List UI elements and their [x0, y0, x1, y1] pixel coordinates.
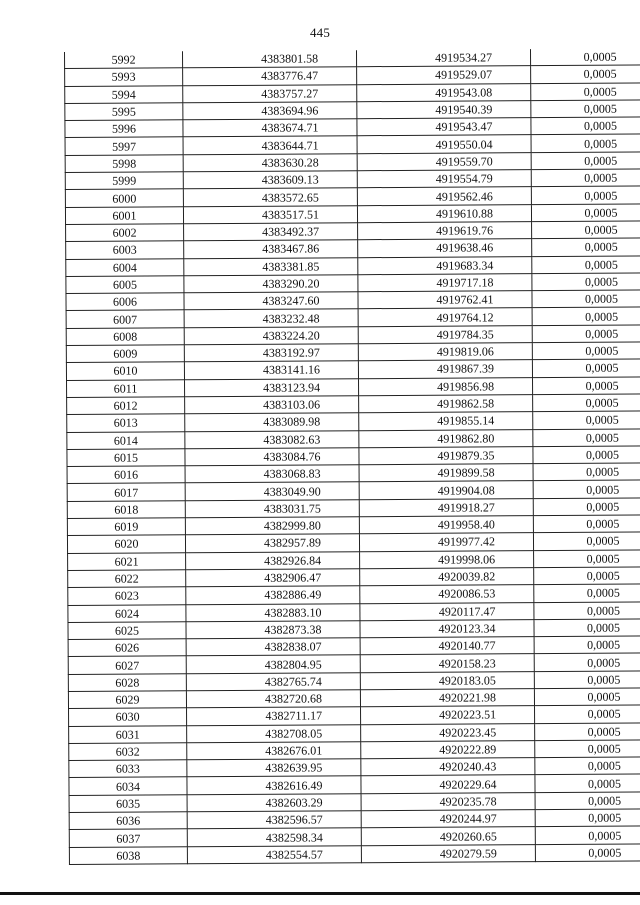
point-number-cell: 6002 — [66, 224, 184, 242]
tolerance-cell: 0,0005 — [532, 255, 640, 273]
point-number-cell: 6028 — [68, 673, 186, 691]
tolerance-cell: 0,0005 — [534, 567, 640, 585]
y-coordinate-cell: 4920244.97 — [361, 810, 535, 828]
page-number: 445 — [309, 25, 331, 40]
x-coordinate-cell: 4382616.49 — [187, 776, 361, 794]
y-coordinate-cell: 4919683.34 — [358, 256, 532, 274]
point-number-cell: 6024 — [68, 604, 186, 622]
y-coordinate-cell: 4919540.39 — [357, 101, 531, 119]
x-coordinate-cell: 4383467.86 — [184, 240, 358, 258]
x-coordinate-cell: 4383049.90 — [185, 482, 359, 500]
tolerance-cell: 0,0005 — [535, 757, 640, 775]
x-coordinate-cell: 4383630.28 — [183, 153, 357, 171]
y-coordinate-cell: 4920123.34 — [360, 619, 534, 637]
point-number-cell: 6015 — [67, 449, 185, 467]
y-coordinate-cell: 4919918.27 — [359, 498, 533, 516]
tolerance-cell: 0,0005 — [534, 653, 640, 671]
x-coordinate-cell: 4382886.49 — [186, 586, 360, 604]
x-coordinate-cell: 4383644.71 — [183, 136, 357, 154]
tolerance-cell: 0,0005 — [534, 549, 640, 567]
y-coordinate-cell: 4920229.64 — [361, 775, 535, 793]
tolerance-cell: 0,0005 — [534, 584, 640, 602]
x-coordinate-cell: 4382957.89 — [185, 534, 359, 552]
point-number-cell: 6025 — [68, 622, 186, 640]
x-coordinate-cell: 4382838.07 — [186, 638, 360, 656]
y-coordinate-cell: 4919879.35 — [359, 446, 533, 464]
tolerance-cell: 0,0005 — [530, 48, 640, 66]
tolerance-cell: 0,0005 — [531, 65, 640, 83]
tolerance-cell: 0,0005 — [534, 670, 640, 688]
x-coordinate-cell: 4383674.71 — [183, 119, 357, 137]
tolerance-cell: 0,0005 — [533, 532, 640, 550]
y-coordinate-cell: 4920260.65 — [361, 827, 535, 845]
y-coordinate-cell: 4919819.06 — [358, 343, 532, 361]
y-coordinate-cell: 4920117.47 — [360, 602, 534, 620]
y-coordinate-cell: 4919904.08 — [359, 481, 533, 499]
y-coordinate-cell: 4919529.07 — [357, 66, 531, 84]
y-coordinate-cell: 4920183.05 — [360, 671, 534, 689]
tolerance-cell: 0,0005 — [533, 446, 640, 464]
x-coordinate-cell: 4382720.68 — [186, 690, 360, 708]
point-number-cell: 6036 — [69, 812, 187, 830]
tolerance-cell: 0,0005 — [532, 238, 640, 256]
point-number-cell: 6000 — [65, 189, 183, 207]
tolerance-cell: 0,0005 — [535, 705, 640, 723]
x-coordinate-cell: 4383082.63 — [185, 430, 359, 448]
x-coordinate-cell: 4382639.95 — [187, 759, 361, 777]
point-number-cell: 6029 — [68, 691, 186, 709]
y-coordinate-cell: 4919610.88 — [357, 204, 531, 222]
point-number-cell: 6014 — [67, 431, 185, 449]
y-coordinate-cell: 4919619.76 — [358, 222, 532, 240]
x-coordinate-cell: 4383089.98 — [185, 413, 359, 431]
x-coordinate-cell: 4383247.60 — [184, 292, 358, 310]
x-coordinate-cell: 4382676.01 — [187, 742, 361, 760]
point-number-cell: 6001 — [65, 206, 183, 224]
tolerance-cell: 0,0005 — [533, 428, 640, 446]
y-coordinate-cell: 4919554.79 — [357, 170, 531, 188]
point-number-cell: 6033 — [69, 760, 187, 778]
y-coordinate-cell: 4919543.08 — [357, 83, 531, 101]
tolerance-cell: 0,0005 — [533, 480, 640, 498]
point-number-cell: 6023 — [68, 587, 186, 605]
point-number-cell: 6011 — [67, 379, 185, 397]
point-number-cell: 6010 — [66, 362, 184, 380]
tolerance-cell: 0,0005 — [532, 376, 640, 394]
x-coordinate-cell: 4382906.47 — [186, 569, 360, 587]
y-coordinate-cell: 4920039.82 — [360, 568, 534, 586]
x-coordinate-cell: 4382804.95 — [186, 655, 360, 673]
tolerance-cell: 0,0005 — [532, 325, 640, 343]
point-number-cell: 6031 — [69, 725, 187, 743]
x-coordinate-cell: 4383572.65 — [183, 188, 357, 206]
point-number-cell: 5999 — [65, 172, 183, 190]
y-coordinate-cell: 4919862.80 — [359, 429, 533, 447]
x-coordinate-cell: 4382598.34 — [187, 828, 361, 846]
point-number-cell: 6005 — [66, 276, 184, 294]
x-coordinate-cell: 4382883.10 — [186, 603, 360, 621]
y-coordinate-cell: 4919764.12 — [358, 308, 532, 326]
point-number-cell: 6003 — [66, 241, 184, 259]
y-coordinate-cell: 4920235.78 — [361, 792, 535, 810]
point-number-cell: 5995 — [65, 103, 183, 121]
y-coordinate-cell: 4919534.27 — [356, 49, 530, 67]
point-number-cell: 6009 — [66, 345, 184, 363]
tolerance-cell: 0,0005 — [534, 619, 640, 637]
x-coordinate-cell: 4383757.27 — [183, 84, 357, 102]
y-coordinate-cell: 4919559.70 — [357, 152, 531, 170]
x-coordinate-cell: 4383492.37 — [184, 223, 358, 241]
tolerance-cell: 0,0005 — [532, 307, 640, 325]
table-body — [64, 48, 640, 864]
point-number-cell: 5997 — [65, 137, 183, 155]
tolerance-cell: 0,0005 — [531, 100, 640, 118]
x-coordinate-cell: 4382873.38 — [186, 620, 360, 638]
x-coordinate-cell: 4382603.29 — [187, 793, 361, 811]
x-coordinate-cell: 4383068.83 — [185, 465, 359, 483]
tolerance-cell: 0,0005 — [531, 203, 640, 221]
y-coordinate-cell: 4919550.04 — [357, 135, 531, 153]
tolerance-cell: 0,0005 — [531, 117, 640, 135]
y-coordinate-cell: 4919717.18 — [358, 274, 532, 292]
y-coordinate-cell: 4919762.41 — [358, 291, 532, 309]
y-coordinate-cell: 4919867.39 — [358, 360, 532, 378]
tolerance-cell: 0,0005 — [534, 636, 640, 654]
x-coordinate-cell: 4383084.76 — [185, 448, 359, 466]
tolerance-cell: 0,0005 — [535, 740, 640, 758]
x-coordinate-cell: 4383141.16 — [184, 361, 358, 379]
tolerance-cell: 0,0005 — [534, 688, 640, 706]
point-number-cell: 6021 — [68, 552, 186, 570]
x-coordinate-cell: 4382926.84 — [186, 551, 360, 569]
x-coordinate-cell: 4382711.17 — [187, 707, 361, 725]
point-number-cell: 6012 — [67, 397, 185, 415]
x-coordinate-cell: 4383290.20 — [184, 275, 358, 293]
point-number-cell: 6026 — [68, 639, 186, 657]
point-number-cell: 6019 — [67, 518, 185, 536]
x-coordinate-cell: 4382596.57 — [187, 811, 361, 829]
y-coordinate-cell: 4919977.42 — [359, 533, 533, 551]
y-coordinate-cell: 4919899.58 — [359, 464, 533, 482]
y-coordinate-cell: 4919862.58 — [359, 395, 533, 413]
x-coordinate-cell: 4383517.51 — [183, 205, 357, 223]
tolerance-cell: 0,0005 — [535, 722, 640, 740]
x-coordinate-cell: 4383031.75 — [185, 499, 359, 517]
point-number-cell: 6032 — [69, 743, 187, 761]
x-coordinate-cell: 4383801.58 — [182, 50, 356, 68]
y-coordinate-cell: 4920223.45 — [361, 723, 535, 741]
x-coordinate-cell: 4383224.20 — [184, 326, 358, 344]
x-coordinate-cell: 4383776.47 — [183, 67, 357, 85]
point-number-cell: 6035 — [69, 795, 187, 813]
y-coordinate-cell: 4920221.98 — [360, 689, 534, 707]
point-number-cell: 6007 — [66, 310, 184, 328]
point-number-cell: 6027 — [68, 656, 186, 674]
point-number-cell: 5994 — [65, 85, 183, 103]
table-row — [69, 843, 640, 864]
y-coordinate-cell: 4919543.47 — [357, 118, 531, 136]
coordinates-table — [64, 48, 640, 865]
tolerance-cell: 0,0005 — [533, 498, 640, 516]
y-coordinate-cell: 4920140.77 — [360, 637, 534, 655]
y-coordinate-cell: 4920279.59 — [361, 844, 535, 862]
point-number-cell: 6017 — [67, 483, 185, 501]
point-number-cell: 6008 — [66, 328, 184, 346]
bottom-rule — [0, 892, 640, 895]
tolerance-cell: 0,0005 — [532, 273, 640, 291]
y-coordinate-cell: 4919998.06 — [360, 550, 534, 568]
tolerance-cell: 0,0005 — [534, 601, 640, 619]
tolerance-cell: 0,0005 — [532, 221, 640, 239]
point-number-cell: 6038 — [69, 846, 187, 864]
y-coordinate-cell: 4920158.23 — [360, 654, 534, 672]
y-coordinate-cell: 4919784.35 — [358, 325, 532, 343]
tolerance-cell: 0,0005 — [531, 82, 640, 100]
x-coordinate-cell: 4382999.80 — [185, 517, 359, 535]
x-coordinate-cell: 4383192.97 — [184, 344, 358, 362]
point-number-cell: 6006 — [66, 293, 184, 311]
point-number-cell: 5996 — [65, 120, 183, 138]
point-number-cell: 6018 — [67, 500, 185, 518]
x-coordinate-cell: 4383232.48 — [184, 309, 358, 327]
point-number-cell: 5998 — [65, 155, 183, 173]
y-coordinate-cell: 4919638.46 — [358, 239, 532, 257]
point-number-cell: 6004 — [66, 258, 184, 276]
tolerance-cell: 0,0005 — [535, 792, 640, 810]
point-number-cell: 5992 — [64, 51, 182, 69]
x-coordinate-cell: 4383103.06 — [185, 396, 359, 414]
tolerance-cell: 0,0005 — [532, 359, 640, 377]
x-coordinate-cell: 4382765.74 — [186, 672, 360, 690]
point-number-cell: 5993 — [65, 68, 183, 86]
x-coordinate-cell: 4382708.05 — [187, 724, 361, 742]
y-coordinate-cell: 4919856.98 — [358, 377, 532, 395]
point-number-cell: 6013 — [67, 414, 185, 432]
y-coordinate-cell: 4920222.89 — [361, 741, 535, 759]
tolerance-cell: 0,0005 — [535, 774, 640, 792]
tolerance-cell: 0,0005 — [533, 394, 640, 412]
x-coordinate-cell: 4383609.13 — [183, 171, 357, 189]
tolerance-cell: 0,0005 — [532, 342, 640, 360]
tolerance-cell: 0,0005 — [532, 290, 640, 308]
tolerance-cell: 0,0005 — [531, 134, 640, 152]
tolerance-cell: 0,0005 — [535, 826, 640, 844]
x-coordinate-cell: 4382554.57 — [187, 845, 361, 863]
x-coordinate-cell: 4383123.94 — [185, 378, 359, 396]
x-coordinate-cell: 4383694.96 — [183, 102, 357, 120]
y-coordinate-cell: 4919855.14 — [359, 412, 533, 430]
point-number-cell: 6030 — [69, 708, 187, 726]
point-number-cell: 6016 — [67, 466, 185, 484]
y-coordinate-cell: 4920240.43 — [361, 758, 535, 776]
y-coordinate-cell: 4919958.40 — [359, 516, 533, 534]
y-coordinate-cell: 4919562.46 — [357, 187, 531, 205]
x-coordinate-cell: 4383381.85 — [184, 257, 358, 275]
y-coordinate-cell: 4920086.53 — [360, 585, 534, 603]
tolerance-cell: 0,0005 — [531, 152, 640, 170]
y-coordinate-cell: 4920223.51 — [361, 706, 535, 724]
tolerance-cell: 0,0005 — [531, 186, 640, 204]
tolerance-cell: 0,0005 — [535, 809, 640, 827]
tolerance-cell: 0,0005 — [531, 169, 640, 187]
point-number-cell: 6022 — [68, 570, 186, 588]
tolerance-cell: 0,0005 — [533, 515, 640, 533]
tolerance-cell: 0,0005 — [533, 463, 640, 481]
point-number-cell: 6037 — [69, 829, 187, 847]
point-number-cell: 6020 — [67, 535, 185, 553]
point-number-cell: 6034 — [69, 777, 187, 795]
tolerance-cell: 0,0005 — [533, 411, 640, 429]
tolerance-cell: 0,0005 — [535, 843, 640, 861]
